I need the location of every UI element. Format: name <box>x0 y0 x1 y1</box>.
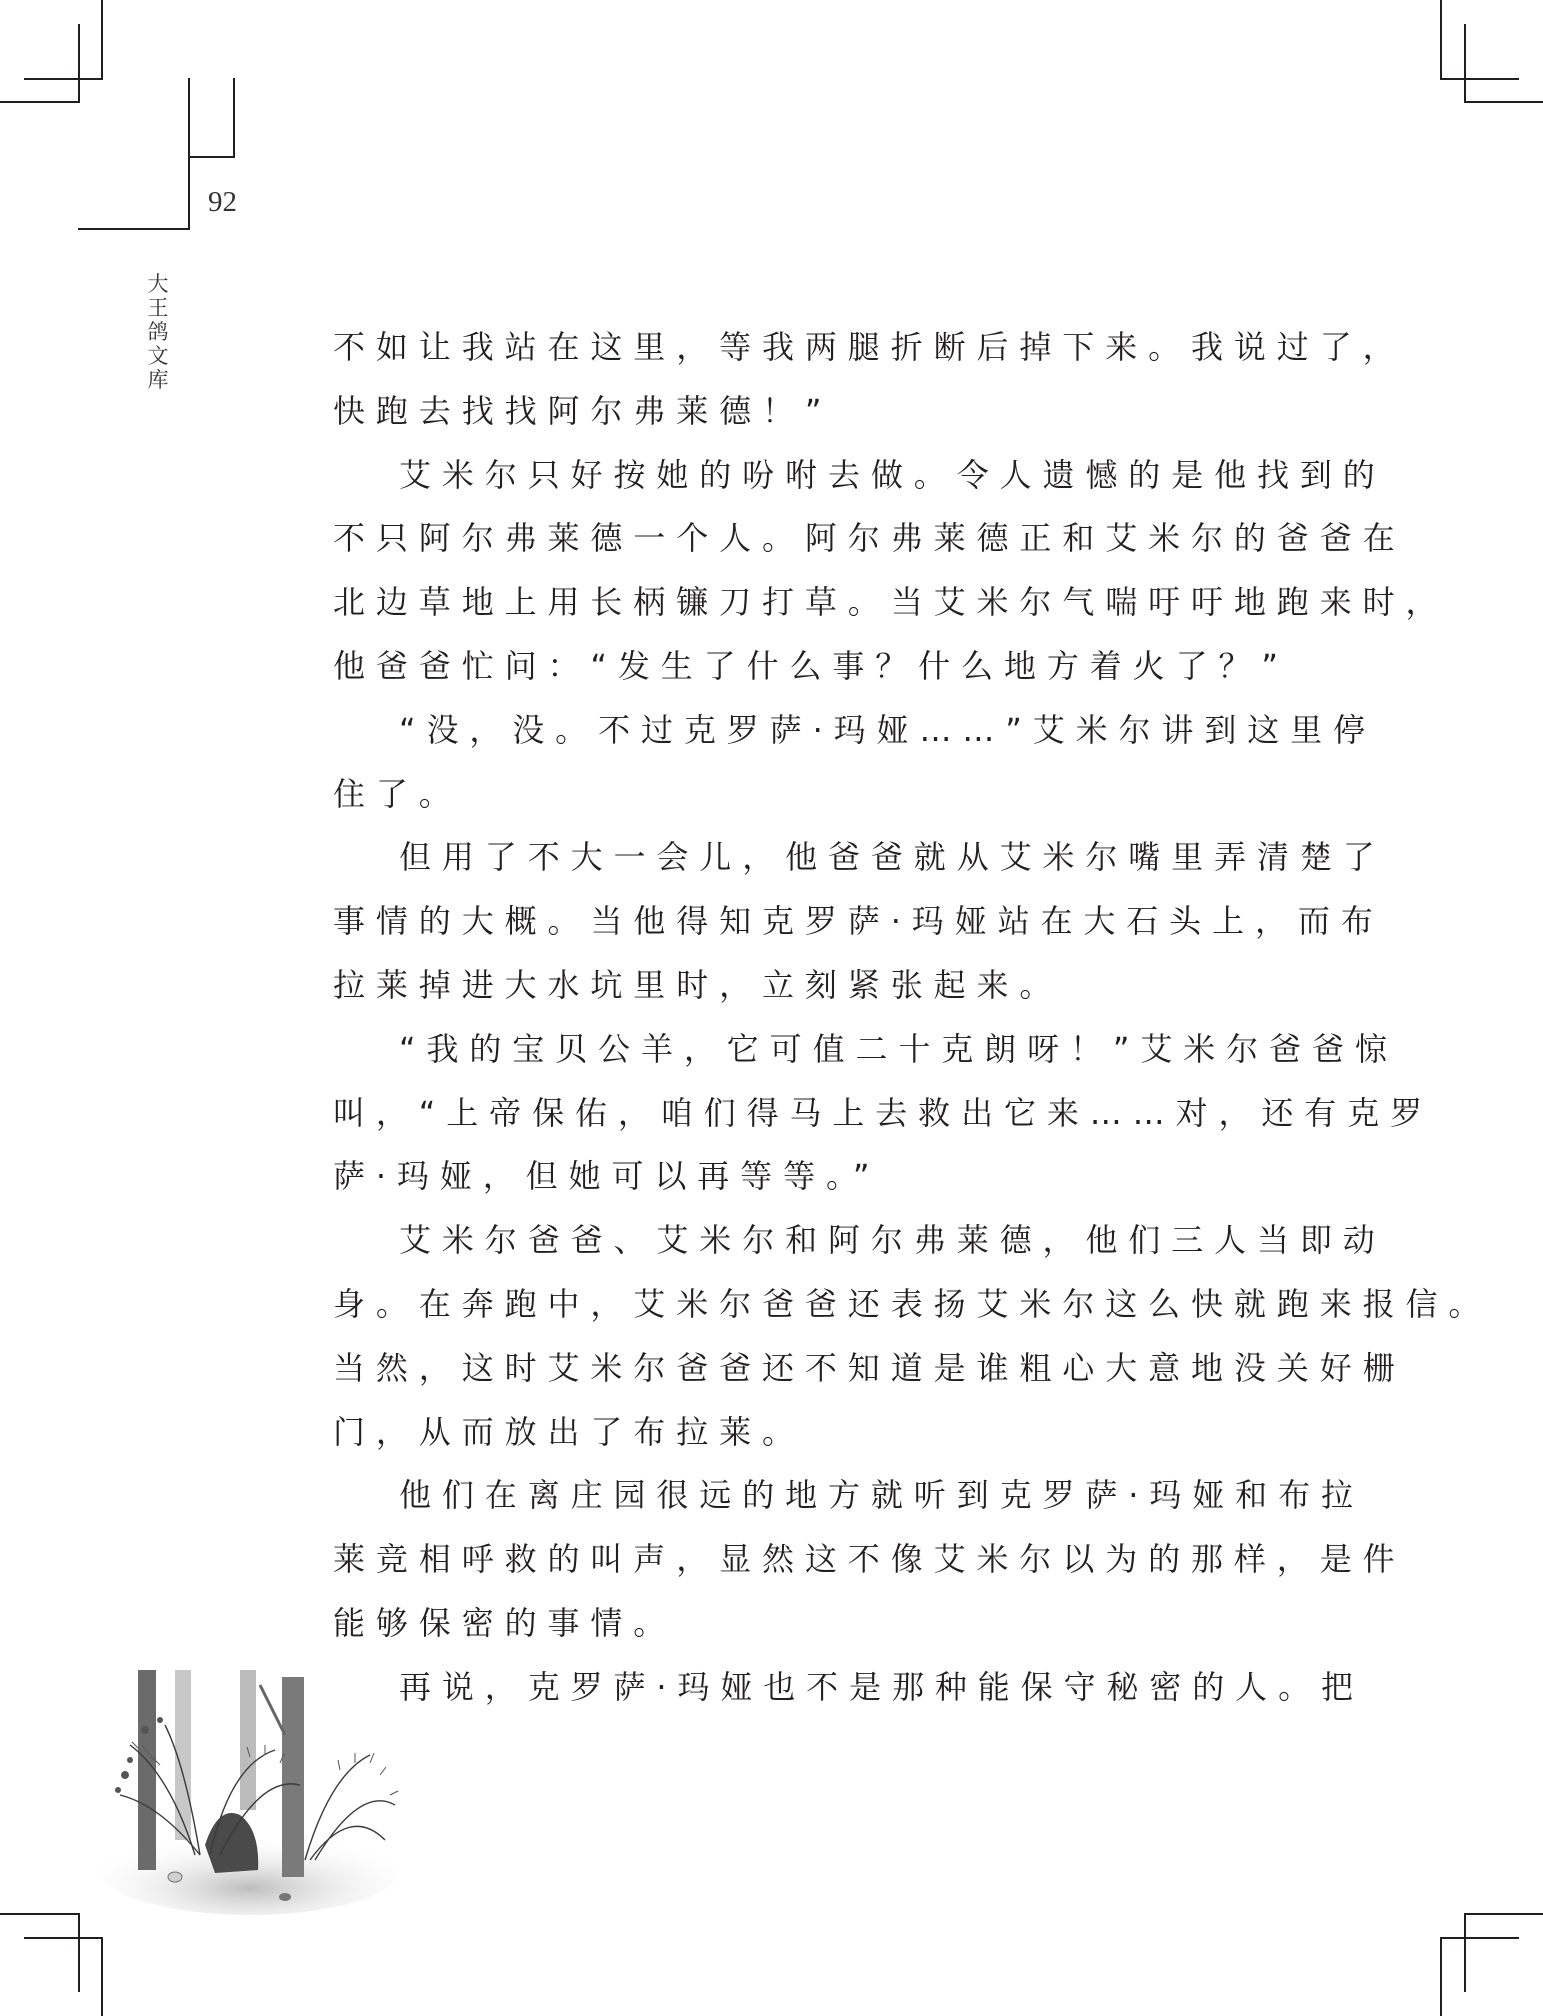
text-line: 他们在离庄园很远的地方就听到克罗萨·玛娅和布拉 <box>399 1476 1364 1515</box>
crop-mark <box>1464 24 1466 103</box>
crop-mark <box>1440 1937 1442 2016</box>
text-line: 莱竞相呼救的叫声，显然这不像艾米尔以为的那样，是件 <box>333 1540 1406 1579</box>
text-line: “我的宝贝公羊，它可值二十克朗呀！”艾米尔爸爸惊 <box>399 1029 1398 1068</box>
text-line: 艾米尔爸爸、艾米尔和阿尔弗莱德，他们三人当即动 <box>399 1221 1386 1260</box>
page-number: 92 <box>208 186 237 218</box>
text-line: 拉莱掉进大水坑里时，立刻紧张起来。 <box>333 965 1063 1004</box>
crop-mark <box>1464 1913 1543 1915</box>
text-line: “没，没。不过克罗萨·玛娅……”艾米尔讲到这里停 <box>399 710 1376 749</box>
text-line: 他爸爸忙问：“发生了什么事？什么地方着火了？” <box>333 646 1289 685</box>
crop-mark <box>101 0 103 79</box>
crop-mark <box>24 78 103 80</box>
header-rule <box>78 228 190 230</box>
text-line: 住了。 <box>333 774 462 813</box>
crop-mark <box>101 1937 103 2016</box>
text-line: 快跑去找找阿尔弗莱德！” <box>333 391 833 430</box>
header-rule <box>233 78 235 158</box>
text-line: 艾米尔只好按她的吩咐去做。令人遗憾的是他找到的 <box>399 455 1386 494</box>
series-name-vertical <box>146 272 170 392</box>
forest-sketch-icon <box>100 1655 410 1917</box>
text-line: 叫，“上帝保佑，咱们得马上去救出它来……对，还有克罗 <box>333 1093 1433 1132</box>
crop-mark <box>1440 78 1519 80</box>
text-line: 身。在奔跑中，艾米尔爸爸还表扬艾米尔这么快就跑来报信。 <box>333 1284 1492 1323</box>
body-text <box>333 322 1492 1726</box>
text-line: 能够保密的事情。 <box>333 1603 677 1642</box>
crop-mark <box>78 1913 80 1992</box>
crop-mark <box>24 1937 103 1939</box>
text-line: 再说，克罗萨·玛娅也不是那种能保守秘密的人。把 <box>399 1667 1364 1706</box>
series-char: 王 <box>147 296 169 320</box>
series-char: 库 <box>147 368 169 392</box>
crop-mark <box>0 1913 80 1915</box>
text-line: 不只阿尔弗莱德一个人。阿尔弗莱德正和艾米尔的爸爸在 <box>333 519 1406 558</box>
text-line: 不如让我站在这里，等我两腿折断后掉下来。我说过了， <box>333 328 1406 366</box>
crop-mark <box>1440 0 1442 79</box>
text-line: 萨·玛娅，但她可以再等等。” <box>333 1157 881 1196</box>
crop-mark <box>1464 101 1543 103</box>
text-line: 北边草地上用长柄镰刀打草。当艾米尔气喘吁吁地跑来时， <box>333 583 1449 622</box>
header-rule <box>188 156 235 158</box>
forest-illustration <box>100 1655 410 1917</box>
text-line: 门，从而放出了布拉莱。 <box>333 1412 805 1451</box>
text-line: 事情的大概。当他得知克罗萨·玛娅站在大石头上，而布 <box>333 902 1384 941</box>
series-char: 大 <box>147 272 169 296</box>
text-line: 当然，这时艾米尔爸爸还不知道是谁粗心大意地没关好栅 <box>333 1348 1406 1387</box>
crop-mark <box>78 24 80 103</box>
crop-mark <box>1464 1913 1466 1992</box>
header-rule <box>188 78 190 230</box>
text-line: 但用了不大一会儿，他爸爸就从艾米尔嘴里弄清楚了 <box>399 838 1386 877</box>
series-char: 文 <box>147 344 169 368</box>
series-char: 鸽 <box>147 320 169 344</box>
crop-mark <box>1440 1937 1519 1939</box>
crop-mark <box>0 101 80 103</box>
